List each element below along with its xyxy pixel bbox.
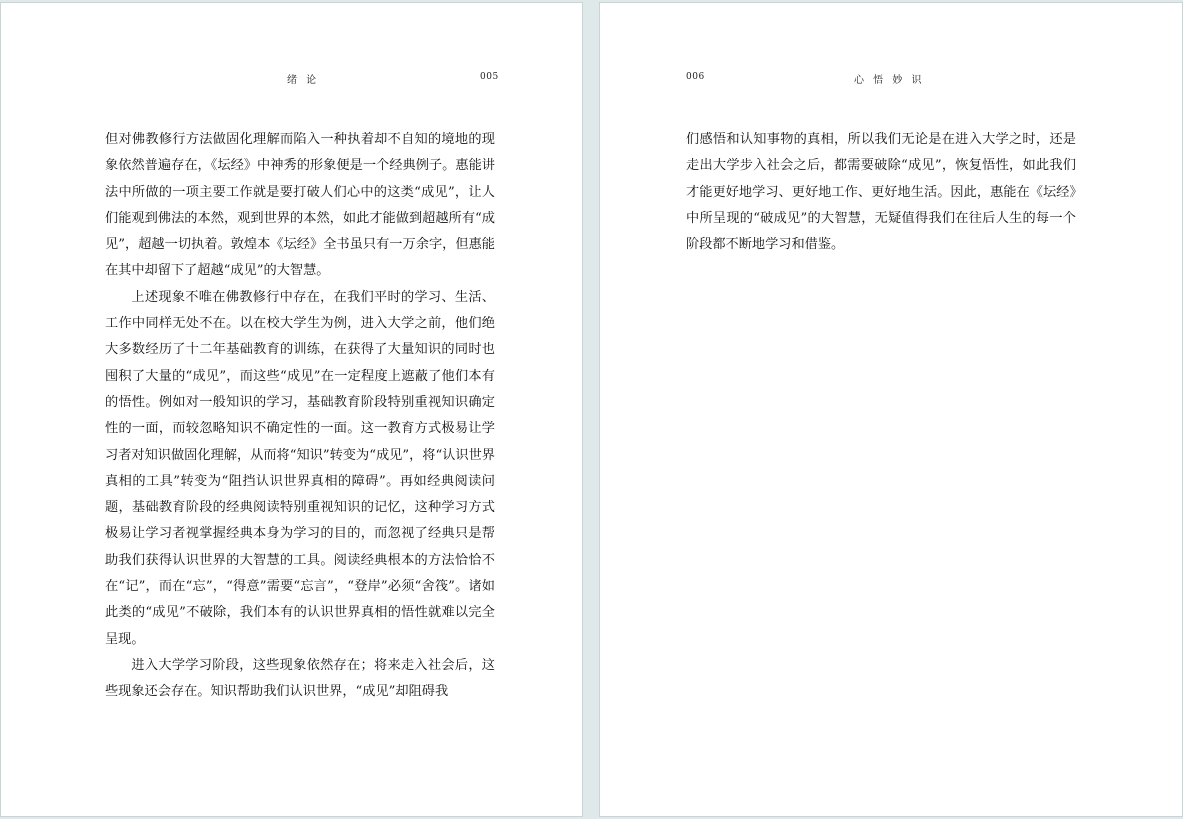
left-page	[0, 2, 583, 817]
paragraph: 上述现象不唯在佛教修行中存在，在我们平时的学习、生活、工作中同样无处不在。以在校大学生为例，进入大学之前，他们绝大多数经历了十二年基础教育的训练，在获得了大量知识的同时也囤积了大量的“成见”，而这些“成见”在一定程度上遮蔽了他们本有的悟性。例如对一般知识的学习，基础教育阶段特别重视知识确定性的一面，而较忽略知识不确定性的一面。这一教育方式极易让学习者对知识做固化理解，从而将“知识”转变为“成见”，将“认识世界真相的工具”转变为“阻挡认识世界真相的障碍”。再如经典阅读问题，基础教育阶段的经典阅读特别重视知识的记忆，这种学习方式极易让学习者视掌握经典本身为学习的目的，而忽视了经典只是帮助我们获得认识世界的大智慧的工具。阅读经典根本的方法恰恰不在“记”，而在“忘”，“得意”需要“忘言”，“登岸”必须“舍筏”。诸如此类的“成见”不破除，我们本有的认识世界真相的悟性就难以完全呈现。	[105, 289, 495, 647]
paragraph: 们感悟和认知事物的真相，所以我们无论是在进入大学之时，还是走出大学步入社会之后，都需要破除“成见”，恢复悟性，如此我们才能更好地学习、更好地工作、更好地生活。因此，惠能在《坛经》中所呈现的“破成见”的大智慧，无疑值得我们在往后人生的每一个阶段都不断地学习和借鉴。	[686, 132, 1076, 253]
paragraph: 进入大学学习阶段，这些现象依然存在；将来走入社会后，这些现象还会存在。知识帮助我们认识世界，“成见”却阻碍我	[105, 657, 495, 700]
running-head: 绪 论	[287, 75, 320, 86]
page-number: 005	[480, 72, 499, 82]
page-number: 006	[686, 72, 705, 82]
running-head: 心 悟 妙 识	[854, 75, 925, 86]
body-text	[686, 127, 1076, 258]
right-page	[599, 2, 1183, 817]
paragraph: 但对佛教修行方法做固化理解而陷入一种执着却不自知的境地的现象依然普遍存在，《坛经》中神秀的形象便是一个经典例子。惠能讲法中所做的一项主要工作就是要打破人们心中的这类“成见”，让人们能观到佛法的本然，观到世界的本然，如此才能做到超越所有“成见”，超越一切执着。敦煌本《坛经》全书虽只有一万余字，但惠能在其中却留下了超越“成见”的大智慧。	[105, 132, 495, 279]
body-text	[105, 127, 495, 706]
